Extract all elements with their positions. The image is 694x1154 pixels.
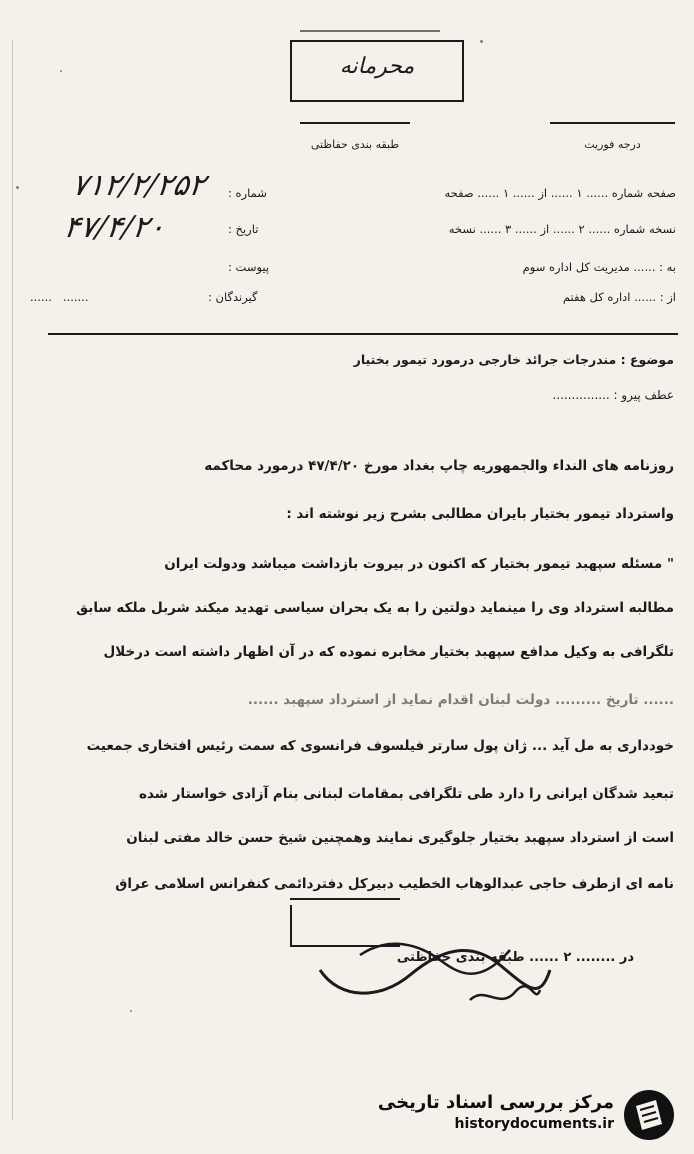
watermark-url: historydocuments.ir xyxy=(454,1116,614,1132)
watermark xyxy=(377,1090,676,1140)
archive-logo-icon xyxy=(622,1088,676,1142)
signature-box-top xyxy=(290,898,400,900)
number-label: شماره : xyxy=(228,186,267,200)
scan-speck xyxy=(60,70,62,72)
classification-label: طبقه بندی حفاظتی xyxy=(310,138,400,151)
classification-rule xyxy=(300,122,410,124)
to-field: به : ...... مدیریت کل اداره سوم xyxy=(522,260,676,274)
priority-label: درجه فوریت xyxy=(584,138,641,151)
body-line-5: تلگرافی به وکیل مدافع سپهبد بختیار مخابره نموده که در آن اظهار داشته است درخلال xyxy=(103,644,674,660)
body-line-6: ...... تاریخ ......... دولت لبنان اقدام نماید از استرداد سپهبد ...... xyxy=(247,692,674,708)
handwritten-signature xyxy=(300,930,560,1020)
body-line-4: مطالبه استرداد وی را مینماید دولتین را به یک بحران سیاسی تهدید میکند شربل ملکه سابق xyxy=(76,600,674,616)
header-separator xyxy=(48,333,678,335)
date-label: تاریخ : xyxy=(228,222,259,236)
handwritten-date: ۴۷/۴/۲۰ xyxy=(61,210,168,245)
body-line-2: واسترداد تیمور بختیار بایران مطالبی بشرح زیر نوشته اند : xyxy=(286,506,674,522)
reference-line: عطف پیرو : ............... xyxy=(552,388,674,402)
scan-speck xyxy=(16,186,19,189)
subject-line: موضوع : مندرجات جرائد خارجی درمورد تیمور بختیار xyxy=(353,352,674,367)
from-field: از : ...... اداره کل هفتم xyxy=(562,290,676,304)
body-line-8: تبعید شدگان ایرانی را دارد طی تلگرافی بمقامات لبنانی بنام آزادی خواستار شده xyxy=(138,786,674,802)
attachment-label: پیوست : xyxy=(228,260,270,274)
watermark-title: مرکز بررسی اسناد تاریخی xyxy=(377,1092,614,1113)
priority-rule xyxy=(550,122,675,124)
scan-speck xyxy=(480,40,483,43)
scan-edge-line xyxy=(12,40,13,1120)
confidential-stamp xyxy=(290,40,464,102)
body-line-3: " مسئله سپهبد تیمور بختیار که اکنون در بیروت بازداشت میباشد ودولت ایران xyxy=(164,556,674,572)
signature-box-left xyxy=(290,905,292,945)
body-line-9: است از استرداد سپهبد بختیار جلوگیری نمایند وهمچنین شیخ حسن خالد مفتی لبنان xyxy=(126,830,674,846)
body-line-1: روزنامه های النداء والجمهوریه چاپ بغداد مورخ ۴۷/۴/۲۰ درمورد محاکمه xyxy=(204,458,674,474)
stamp-shadow xyxy=(300,30,440,32)
body-line-10: نامه ای ازطرف حاجی عبدالوهاب الخطیب دبیرکل دفتردائمی کنفرانس اسلامی عراق xyxy=(115,876,674,892)
recipients-dots: ....... ...... xyxy=(30,290,89,304)
continuation-note: در ........ ۲ ...... طبقه بندی حفاظتی xyxy=(396,950,634,965)
scan-speck xyxy=(130,1010,132,1012)
copy-number-field: نسخه شماره ...... ۲ ...... از ...... ۳ ...... نسخه xyxy=(448,222,676,236)
body-line-7: خودداری به مل آید ... ژان پول سارتر فیلسوف فرانسوی که سمت رئیس افتخاری جمعیت xyxy=(86,738,674,754)
handwritten-number: ۷۱۲/۲/۲۵۲ xyxy=(69,168,208,203)
recipients-label: گیرندگان : xyxy=(208,290,258,304)
page-number-field: صفحه شماره ...... ۱ ...... از ...... ۱ ...... صفحه xyxy=(444,186,676,200)
stamp-label: محرمانه xyxy=(339,54,415,79)
